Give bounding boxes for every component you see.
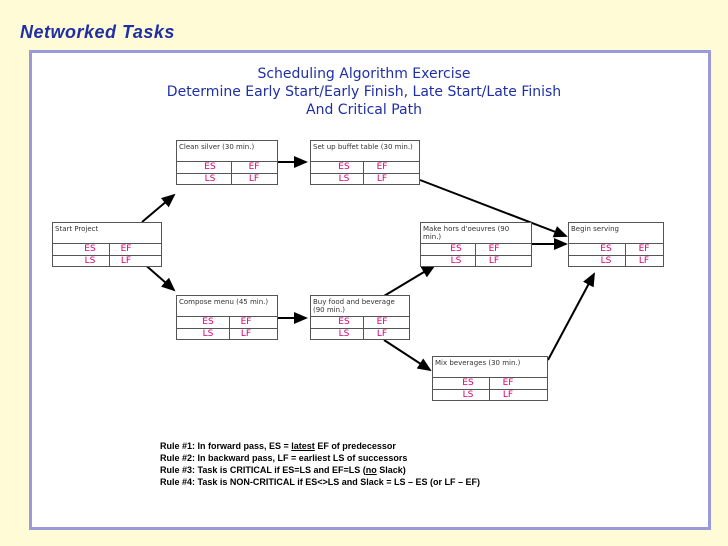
rule-2: Rule #2: In backward pass, LF = earliest LS of successors — [160, 453, 408, 463]
lf-label: LF — [248, 174, 260, 184]
task-mix-beverages — [432, 356, 548, 401]
task-set-up-buffet-table — [310, 140, 420, 185]
lf-label: LF — [376, 329, 388, 339]
ls-label: LS — [338, 174, 350, 184]
ls-label: LS — [450, 256, 462, 266]
task-begin-serving — [568, 222, 664, 267]
lf-label: LF — [638, 256, 650, 266]
task-name: Start Project — [55, 225, 99, 233]
ef-label: EF — [376, 317, 388, 327]
es-label: ES — [338, 317, 350, 327]
ls-label: LS — [462, 390, 474, 400]
task-compose-menu — [176, 295, 278, 340]
task-name: Begin serving — [571, 225, 619, 233]
ls-label: LS — [84, 256, 96, 266]
ls-label: LS — [202, 329, 214, 339]
lf-label: LF — [120, 256, 132, 266]
es-label: ES — [202, 317, 214, 327]
rules-list — [160, 440, 480, 488]
task-make-hors-doeuvres — [420, 222, 532, 267]
ef-label: EF — [240, 317, 252, 327]
es-label: ES — [338, 162, 350, 172]
task-name: Mix beverages (30 min.) — [435, 359, 521, 367]
es-label: ES — [462, 378, 474, 388]
es-label: ES — [450, 244, 462, 254]
ef-label: EF — [638, 244, 650, 254]
es-label: ES — [84, 244, 96, 254]
task-clean-silver — [176, 140, 278, 185]
task-name: Clean silver (30 min.) — [179, 143, 255, 151]
task-name: Compose menu (45 min.) — [179, 298, 269, 306]
lf-label: LF — [502, 390, 514, 400]
ef-label: EF — [502, 378, 514, 388]
rule-4: Rule #4: Task is NON-CRITICAL if ES<>LS and Slack = LS – ES (or LF – EF) — [160, 477, 480, 487]
task-buy-food-and-beverage — [310, 295, 410, 340]
diagram-subtitle-2: And Critical Path — [306, 102, 422, 118]
es-label: ES — [204, 162, 216, 172]
rule-3: Rule #3: Task is CRITICAL if ES=LS and EF=LS (no Slack) — [160, 465, 406, 475]
ls-label: LS — [338, 329, 350, 339]
es-label: ES — [600, 244, 612, 254]
task-start-project — [52, 222, 162, 267]
task-name: Set up buffet table (30 min.) — [313, 143, 413, 151]
ef-label: EF — [248, 162, 260, 172]
ef-label: EF — [488, 244, 500, 254]
ls-label: LS — [600, 256, 612, 266]
ls-label: LS — [204, 174, 216, 184]
arrow-start-to-clean-silver — [142, 195, 174, 222]
rule-1: Rule #1: In forward pass, ES = latest EF of predecessor — [160, 441, 396, 451]
arrow-buy-food-to-hors-doeuvres — [384, 266, 434, 296]
task-name: Make hors d'oeuvres (90 min.) — [423, 225, 510, 241]
task-name: Buy food and beverage (90 min.) — [313, 298, 395, 314]
lf-label: LF — [376, 174, 388, 184]
lf-label: LF — [240, 329, 252, 339]
diagram-subtitle: Determine Early Start/Early Finish, Late Start/Late Finish — [166, 84, 562, 100]
ef-label: EF — [376, 162, 388, 172]
arrow-buy-food-to-mix-beverages — [384, 340, 430, 370]
ef-label: EF — [120, 244, 132, 254]
arrow-mix-beverages-to-begin-serving — [548, 274, 594, 360]
lf-label: LF — [488, 256, 500, 266]
page-title: Networked Tasks — [20, 22, 175, 42]
diagram-title: Scheduling Algorithm Exercise — [257, 66, 471, 82]
